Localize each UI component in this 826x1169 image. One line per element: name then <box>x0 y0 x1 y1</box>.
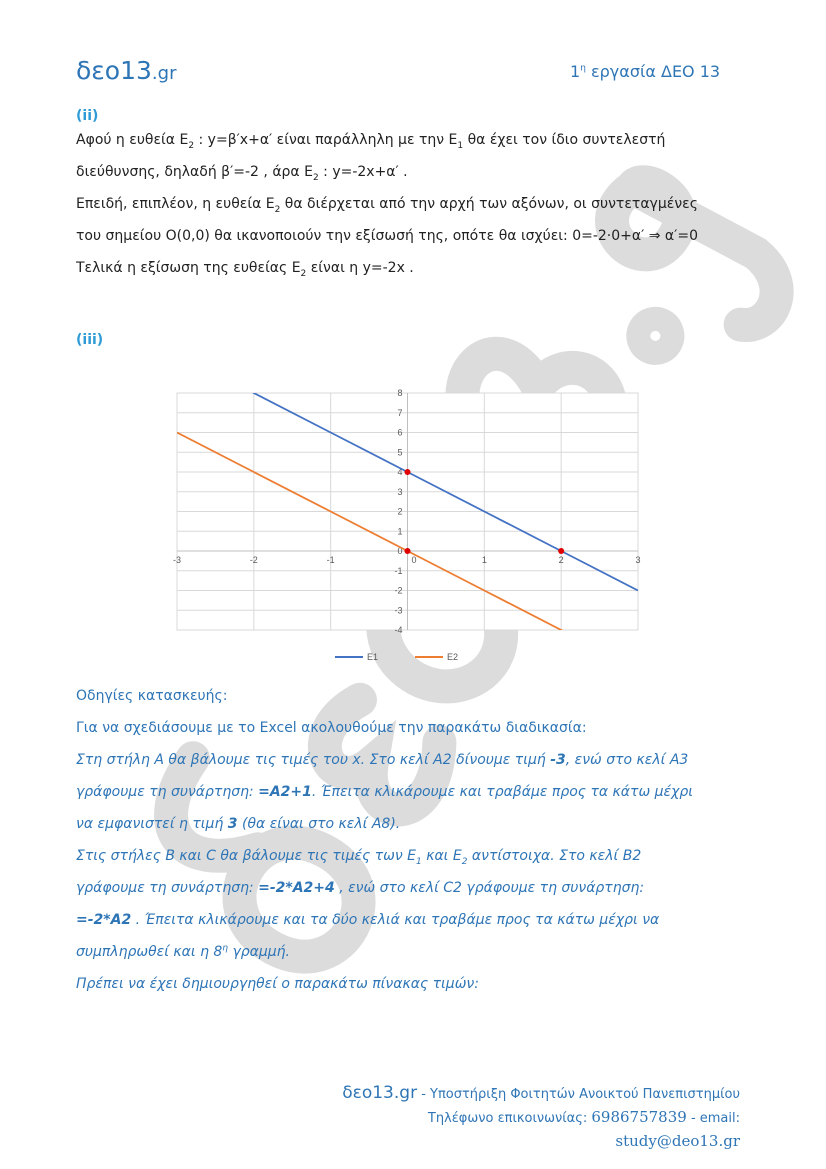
y-tick-label: 7 <box>397 407 403 418</box>
y-tick-label: 6 <box>397 427 403 438</box>
part-ii-label: (ii) <box>76 108 99 124</box>
part-iii-label: (iii) <box>76 332 104 348</box>
y-tick-label: 1 <box>397 526 403 537</box>
y-tick-label: -4 <box>394 625 403 635</box>
x-tick-label: 1 <box>481 555 487 565</box>
legend-label: E2 <box>447 652 459 662</box>
x-tick-label: -1 <box>326 555 335 565</box>
y-tick-label: 3 <box>397 486 403 497</box>
y-tick-label: 0 <box>397 546 403 556</box>
x-tick-label: 3 <box>635 555 641 565</box>
y-tick-label: -1 <box>394 565 403 576</box>
y-tick-label: 5 <box>397 447 403 458</box>
assignment-title: $1^\eta$ εργασία ΔΕΟ 13 <box>570 62 721 81</box>
instructions: Οδηγίες κατασκευής: Για να σχεδιάσουμε με το Excel ακολουθούμε την παρακάτω διαδικασία: Στη στήλη A θα βάλουμε τις τιμές του x. Στο κελί A2 δίνουμε τιμή -3, ενώ στο κελί A3 γράφουμε τη συνάρτηση: =A2+1. Έπειτα κλικάρουμε και τραβάμε προς τα κάτω μέχρι να εμφανιστεί η τιμή 3 (θα είναι στο κελί A8). Στις στήλες B και C θα βάλουμε τις τιμές των $E_1$ και $E_2$ αντίστοιχα. Στο κελί B2 γράφουμε τη συνάρτηση: =-2*A2+4 , ενώ στο κελί C2 γράφουμε τη συνάρτηση: =-2*A2 . Έπειτα κλικάρουμε και τα δύο κελιά και τραβάμε προς τα κάτω μέχρι να συμπληρωθεί και η $8^\eta$ γραμμή. Πρέπει να έχει δημιουργηθεί ο παρακάτω πίνακας τιμών: <box>76 688 694 992</box>
y-tick-label: -3 <box>394 605 403 616</box>
email-link[interactable]: study@deo13.gr <box>615 1132 740 1150</box>
y-tick-label: -2 <box>394 585 403 596</box>
y-tick-label: 8 <box>397 388 403 398</box>
footer: δεο13.gr - Υποστήριξη Φοιτητών Ανοικτού Πανεπιστημίου Τηλέφωνο επικοινωνίας: 6986757839 - email: study@deo13.gr <box>342 1083 740 1150</box>
x-tick-label: 2 <box>558 555 564 565</box>
x-tick-label: -3 <box>172 555 182 565</box>
highlight-point <box>405 469 411 475</box>
y-tick-label: 4 <box>397 467 403 477</box>
highlight-point <box>405 548 411 554</box>
site-logo: δεο13.gr <box>76 56 177 85</box>
legend-label: E1 <box>367 652 379 662</box>
part-ii-text: Αφού η ευθεία $E_2$ : y=β′x+α′ είναι παράλληλη με την $E_1$ θα έχει τον ίδιο συντελεστή διεύθυνσης, δηλαδή β′=-2 , άρα $E_2$ : y=-2x+α′ . Επειδή, επιπλέον, η ευθεία $E_2$ θα διέρχεται από την αρχή των αξόνων, οι συντεταγμένες του σημείου O(0,0) θα ικανοποιούν την εξίσωσή της, οπότε θα ισχύει: 0=-2·0+α′ ⇒ α′=0 Τελικά η εξίσωση της ευθείας $E_2$ είναι η y=-2x . <box>76 132 698 279</box>
x-tick-label: 0 <box>411 555 417 565</box>
highlight-point <box>558 548 564 554</box>
y-tick-label: 2 <box>397 506 403 517</box>
x-tick-label: -2 <box>249 555 258 565</box>
